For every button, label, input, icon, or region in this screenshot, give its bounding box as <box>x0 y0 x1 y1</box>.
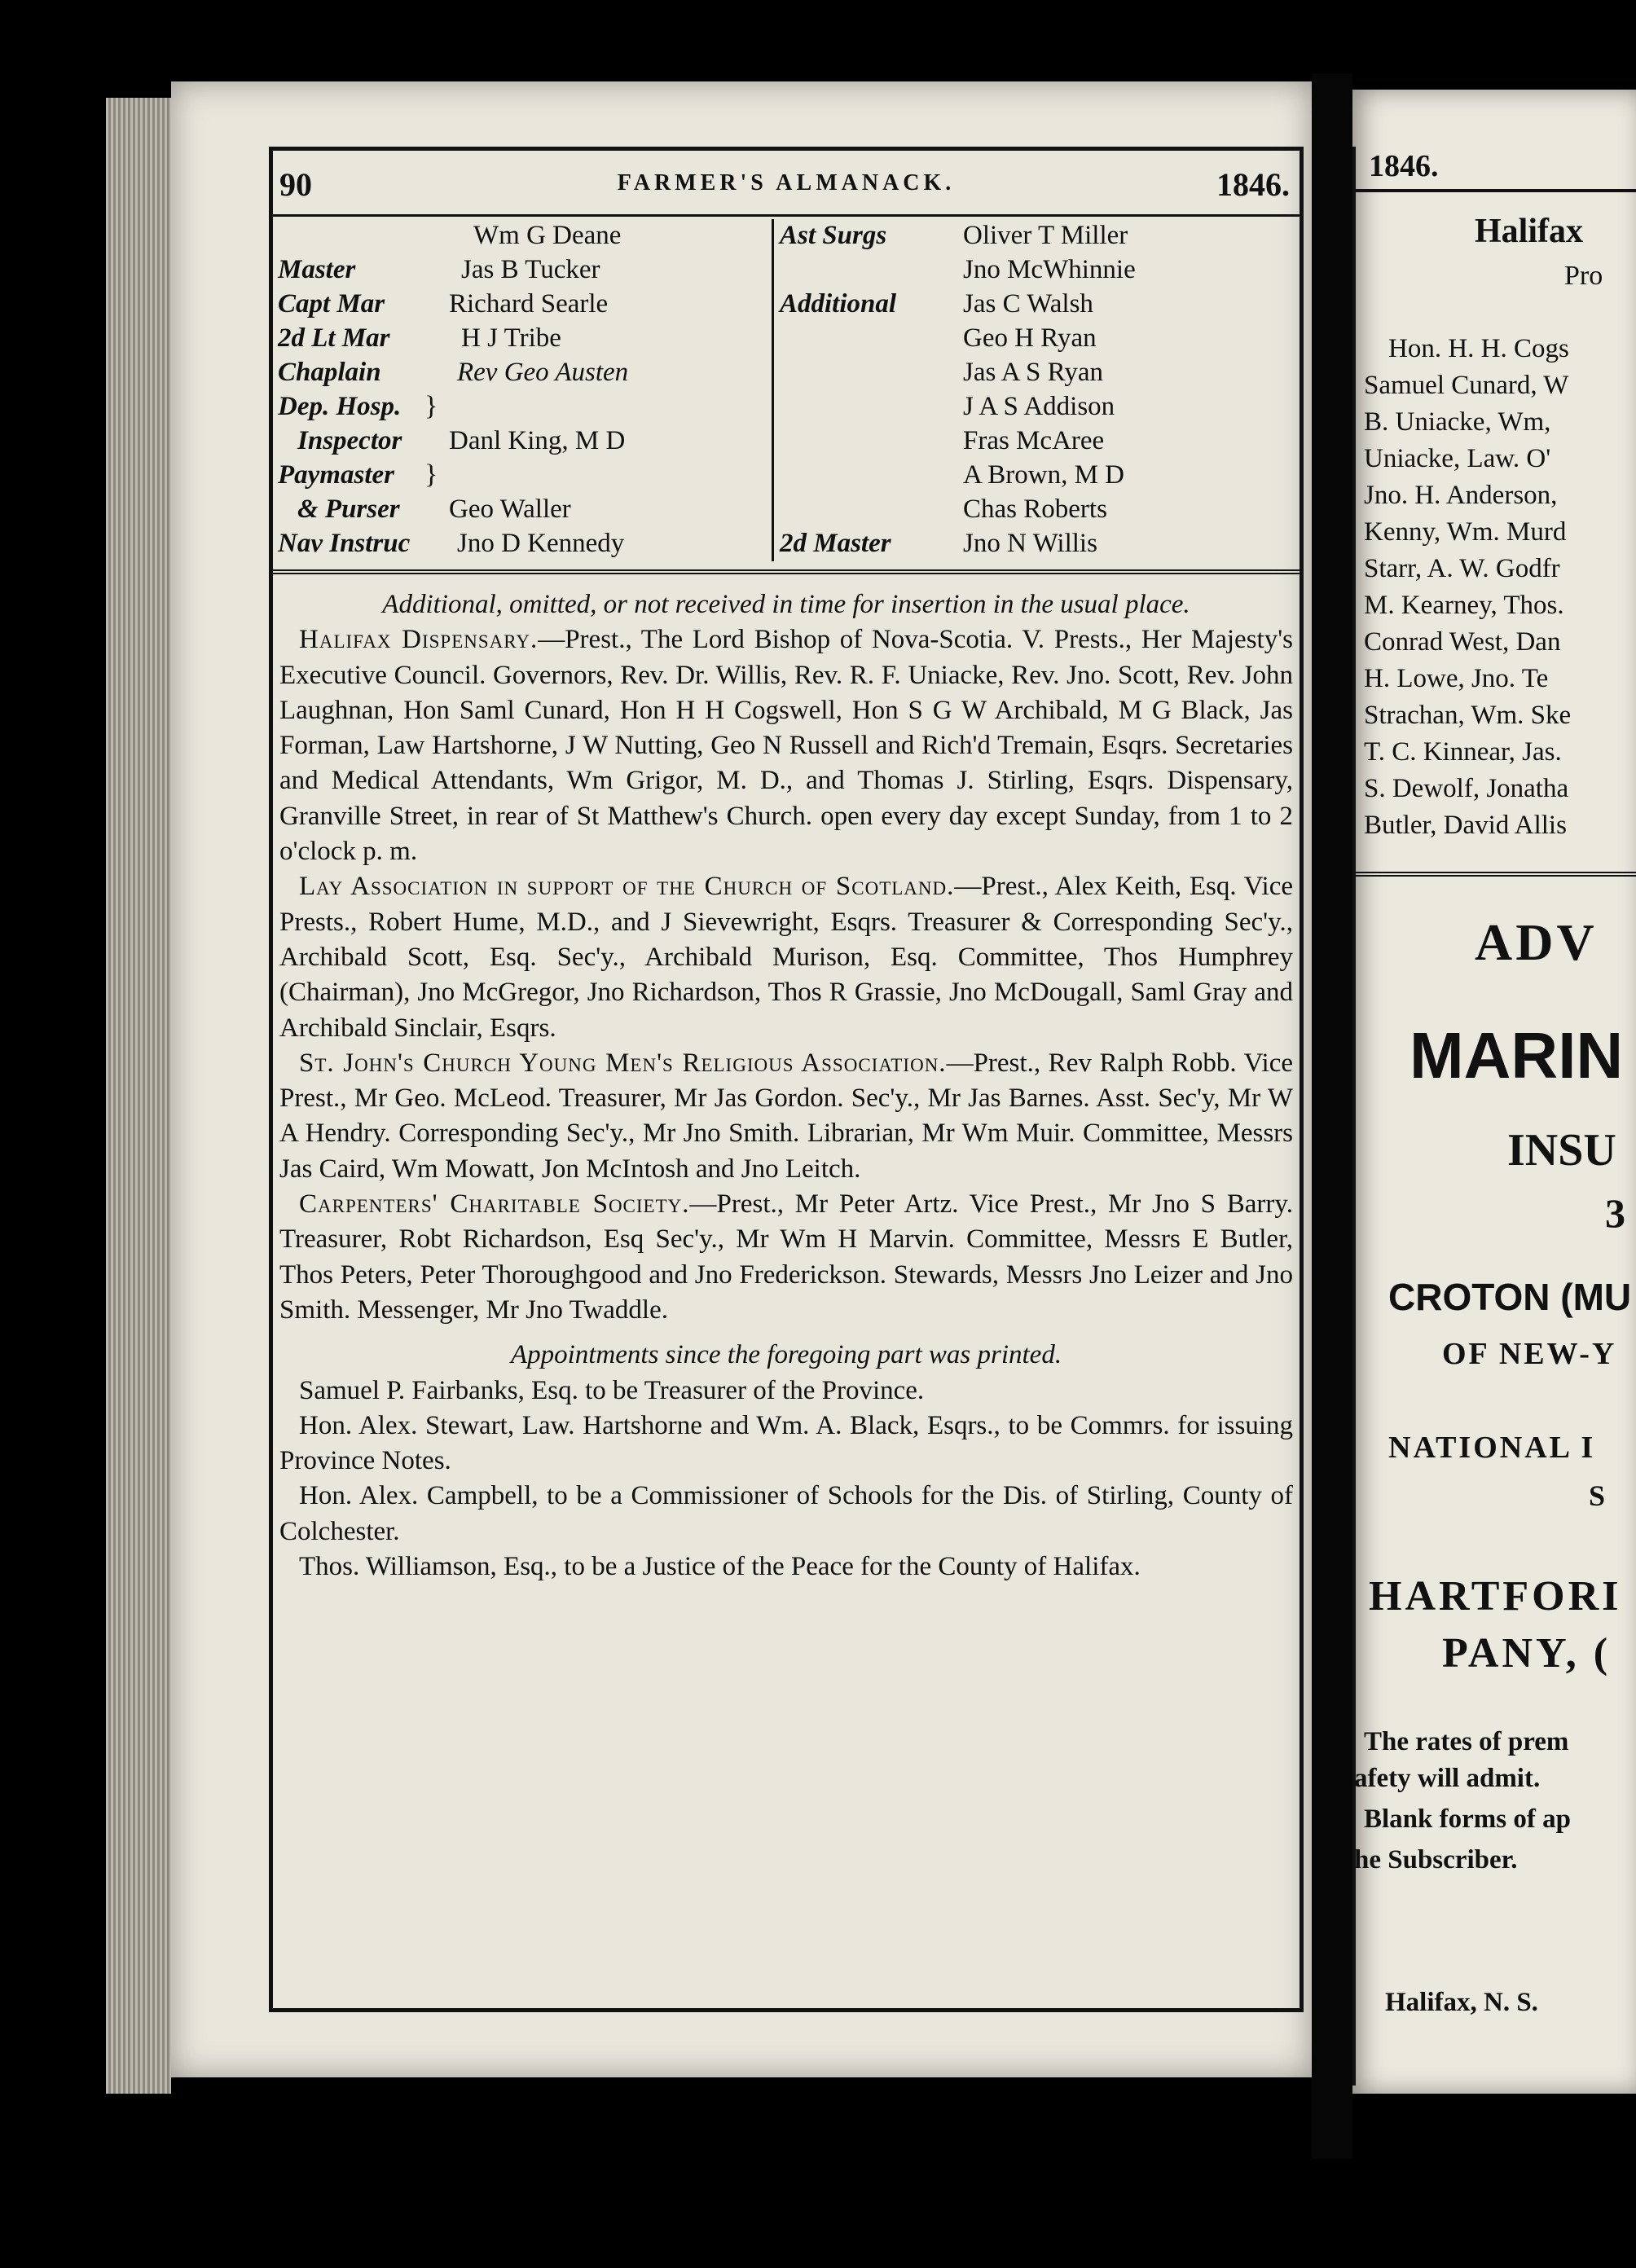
list-item: Strachan, Wm. Ske <box>1364 701 1572 730</box>
list-item: Jno. H. Anderson, <box>1364 481 1558 510</box>
right-page-year: 1846. <box>1369 149 1439 183</box>
officers-left-column <box>278 219 767 561</box>
officer-row: Additional Jas C Walsh <box>780 289 1093 319</box>
right-heading: Halifax <box>1475 213 1583 250</box>
officer-row: 2d Master Jno N Willis <box>780 529 1097 558</box>
officer-row: Nav Instruc Jno D Kennedy <box>278 529 625 558</box>
paragraph-halifax-dispensary: Halifax Dispensary.—Prest., The Lord Bishop of Nova-Scotia. V. Prests., Her Majesty's Executive Council. Governors, Rev. Dr. Willis, Rev. R. F. Uniacke, Rev. Jno. Scott, Rev. John Laughnan, Hon Saml Cunard, Hon H H Cogswell, Hon S G W Archibald, M G Black, Jas Forman, Law Hartshorne, J W Nutting, Geo N Russell and Rich'd Tremain, Esqrs. Secretaries and Medical Attendants, Wm Grigor, M. D., and Thomas J. Stirling, Esqrs. Dispensary, Granville Street, in rear of St Matthew's Church. open every day except Sunday, from 1 to 2 o'clock p. m. <box>279 625 1293 867</box>
right-page <box>1352 90 1636 2094</box>
appointment-entry: Samuel P. Fairbanks, Esq. to be Treasurer of the Province. <box>299 1375 925 1405</box>
header-rule <box>1352 189 1636 192</box>
ad-line: 3 <box>1605 1190 1625 1236</box>
ad-line: S <box>1589 1479 1606 1512</box>
ad-footer-line: afety will admit. <box>1354 1764 1541 1793</box>
section-rule <box>1352 872 1636 877</box>
right-subheading: Pro <box>1564 261 1603 291</box>
body-text <box>279 587 1293 1585</box>
officer-row: Dep. Hosp. } <box>278 391 438 421</box>
appointment-entry: Hon. Alex. Stewart, Law. Hartshorne and Wm. A. Black, Esqrs., to be Commrs. for issuing Province Notes. <box>279 1410 1293 1476</box>
ad-footer-line: Blank forms of ap <box>1364 1804 1571 1834</box>
left-page-frame <box>269 147 1304 2012</box>
list-item: H. Lowe, Jno. Te <box>1364 664 1549 693</box>
appointment-entry: Thos. Williamson, Esq., to be a Justice of the Peace for the County of Halifax. <box>299 1552 1141 1582</box>
appointment-entry: Hon. Alex. Campbell, to be a Commissioner of Schools for the Dis. of Stirling, County of Colchester. <box>279 1481 1293 1546</box>
ad-footer-line: The rates of prem <box>1364 1727 1569 1756</box>
officer-row: Capt Mar Richard Searle <box>278 289 609 319</box>
list-item: S. Dewolf, Jonatha <box>1364 774 1569 803</box>
officer-row: Master Jas B Tucker <box>278 255 600 284</box>
right-page-frame <box>1352 147 1636 2086</box>
ad-line: PANY, ( <box>1442 1630 1612 1677</box>
section-rule <box>273 569 1300 574</box>
ad-footer-line: he Subscriber. <box>1354 1845 1518 1875</box>
officer-row: & Purser Geo Waller <box>297 494 571 524</box>
book-gutter <box>1312 73 1352 2159</box>
list-item: Samuel Cunard, W <box>1364 371 1569 400</box>
officer-row: Jno McWhinnie <box>963 255 1136 284</box>
header-rule <box>273 214 1300 217</box>
officer-row: Fras McAree <box>963 426 1105 455</box>
paragraph-st-johns-association: St. John's Church Young Men's Religious Association.—Prest., Rev Ralph Robb. Vice Prest., Mr Geo. McLeod. Treasurer, Mr Jas Gordon. Sec'y., Mr Jas Barnes. Asst. Sec'y, Mr W A Hendry. Corresponding Sec'y., Mr Jno Smith. Librarian, Mr Wm Muir. Committee, Messrs Jas Caird, Wm Mowatt, Jon McIntosh and Jno Leitch. <box>279 1048 1293 1184</box>
list-item: Uniacke, Law. O' <box>1364 444 1551 473</box>
section-heading: Additional, omitted, or not received in time for insertion in the usual place. <box>382 590 1190 619</box>
ad-line: HARTFORI <box>1369 1573 1622 1620</box>
ad-line: MARIN <box>1410 1019 1624 1092</box>
appointments-heading: Appointments since the foregoing part was printed. <box>510 1340 1062 1370</box>
officer-row: J A S Addison <box>963 392 1115 421</box>
officer-row: A Brown, M D <box>963 460 1125 490</box>
brace-icon: } <box>424 459 438 490</box>
paragraph-carpenters-society: Carpenters' Charitable Society.—Prest., Mr Peter Artz. Vice Prest., Mr Jno S Barry. Treasurer, Robt Richardson, Esq Sec'y., Mr Wm H Marvin. Committee, Messrs E Butler, Thos Peters, Peter Thoroughgood and Jno Frederickson. Stewards, Messrs Jno Leizer and Jno Smith. Messenger, Mr Jno Twaddle. <box>279 1189 1294 1325</box>
list-item: Kenny, Wm. Murd <box>1364 517 1567 547</box>
ad-line: INSU <box>1507 1125 1616 1176</box>
column-divider <box>772 219 774 561</box>
officer-row: Paymaster } <box>278 459 438 490</box>
officer-row: Geo H Ryan <box>963 323 1097 353</box>
officer-row: Inspector Danl King, M D <box>297 426 626 455</box>
officer-row: Chaplain Rev Geo Austen <box>278 358 629 387</box>
paragraph-lay-association: Lay Association in support of the Church of Scotland.—Prest., Alex Keith, Esq. Vice Prests., Robert Hume, M.D., and J Sievewright, Esqrs. Treasurer & Corresponding Sec'y., Archibald Scott, Esq. Sec'y., Archibald Murison, Esq. Committee, Thos Humphrey (Chairman), Jno McGregor, Jno Richardson, Thos R Grassie, Jno McDougall, Saml Gray and Archibald Sinclair, Esqrs. <box>279 872 1293 1043</box>
ad-title: ADV <box>1475 913 1598 971</box>
officer-row: 2d Lt Mar H J Tribe <box>278 323 561 353</box>
list-item: Hon. H. H. Cogs <box>1388 334 1569 363</box>
officers-right-column <box>780 219 1293 561</box>
list-item: Butler, David Allis <box>1364 811 1567 840</box>
ad-line: NATIONAL I <box>1388 1431 1596 1465</box>
officer-row: Jas A S Ryan <box>963 358 1103 387</box>
running-head <box>273 151 1300 214</box>
officer-row: Wm G Deane <box>473 221 622 250</box>
page-edges <box>106 98 171 2094</box>
brace-icon: } <box>424 391 438 421</box>
officer-row: Ast Surgs Oliver T Miller <box>780 221 1128 250</box>
officer-row: Chas Roberts <box>963 494 1107 524</box>
list-item: B. Uniacke, Wm, <box>1364 407 1551 437</box>
list-item: M. Kearney, Thos. <box>1364 591 1564 620</box>
list-item: Conrad West, Dan <box>1364 627 1561 657</box>
officers-table <box>273 219 1300 561</box>
ad-line: OF NEW-Y <box>1442 1337 1617 1371</box>
page-year: 1846. <box>1216 166 1290 203</box>
list-item: Starr, A. W. Godfr <box>1364 554 1560 583</box>
ad-line: CROTON (MU <box>1388 1276 1632 1318</box>
page-number: 90 <box>279 166 312 203</box>
list-item: T. C. Kinnear, Jas. <box>1364 737 1562 767</box>
running-title: FARMER'S ALMANACK. <box>617 170 956 196</box>
ad-place: Halifax, N. S. <box>1385 1988 1538 2017</box>
